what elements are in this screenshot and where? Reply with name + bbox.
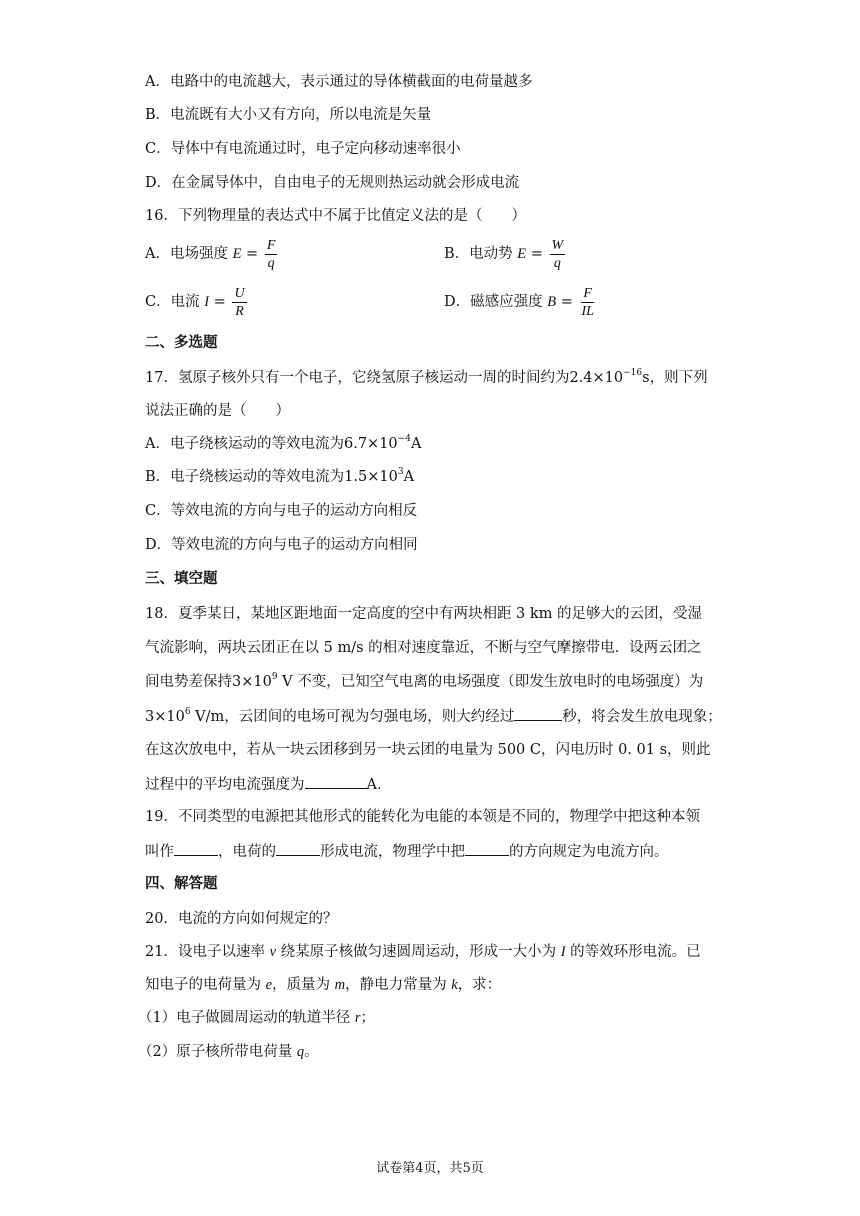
- q19-line2: [145, 841, 669, 862]
- fraction-denominator: q: [267, 255, 275, 271]
- q18-line4-text: V/m，云团间的电场可视为匀强电场，则大约经过: [190, 709, 515, 725]
- q18-line1: 18．夏季某日，某地区距地面一定高度的空中有两块相距 3 km 的足够大的云团，受湿: [145, 606, 703, 622]
- q18-voltage-exponent: 9: [271, 672, 278, 682]
- q18-field-mantissa: 3×10: [145, 709, 185, 725]
- q21-part2-tail: 。: [304, 1044, 319, 1060]
- q21-text-d: 知电子的电荷量为: [145, 977, 261, 993]
- q21-part1-tail: ；: [360, 1010, 375, 1026]
- q18-answer-blank-1[interactable]: [514, 706, 562, 721]
- q16-option-a: A．电场强度 E = $\frac{F}{q}$: [145, 237, 276, 271]
- fraction-denominator: R: [235, 303, 244, 319]
- q21-symbol-v: v: [269, 944, 276, 960]
- q16-option-c-lhs: I: [204, 294, 210, 310]
- q17-option-c: C．等效电流的方向与电子的运动方向相反: [145, 503, 418, 519]
- q16-option-c-fraction: [232, 285, 246, 320]
- q16-option-d-label: D．磁感应强度: [444, 294, 543, 310]
- q16-option-a-label: A．电场强度: [145, 246, 228, 262]
- q17-time-mantissa: 2.4×10: [569, 370, 624, 386]
- q16-option-b-label: B．电动势: [444, 246, 513, 262]
- fraction-numerator: W: [551, 237, 564, 253]
- q18-field-exponent: 6: [184, 707, 191, 717]
- q17-stem-tail: ，则下列: [649, 370, 708, 386]
- q17-option-a-unit: A: [410, 436, 422, 452]
- q21-symbol-q: q: [296, 1044, 305, 1060]
- q21-part1-text: （1）电子做圆周运动的轨道半径: [138, 1010, 351, 1026]
- q18-line3-text: 间电势差保持: [145, 674, 232, 690]
- q17-stem-text: 17．氢原子核外只有一个电子，它绕氢原子核运动一周的时间约为: [145, 370, 570, 386]
- q17-option-b-unit: A: [403, 469, 415, 485]
- q19-text-c: 形成电流，物理学中把: [320, 844, 465, 860]
- fraction-numerator: U: [234, 285, 245, 301]
- q18-line2: 气流影响，两块云团正在以 5 m/s 的相对速度靠近，不断与空气摩擦带电．设两云团之: [145, 640, 702, 656]
- q17-option-d: D．等效电流的方向与电子的运动方向相同: [145, 537, 418, 553]
- page-footer: 试卷第4页，共5页: [376, 1161, 484, 1176]
- q21-symbol-r: r: [354, 1010, 361, 1026]
- q21-symbol-i: I: [560, 944, 566, 960]
- q17-time-unit: s: [642, 370, 650, 386]
- q18-line6: [145, 774, 391, 795]
- q18-line4: [145, 706, 722, 727]
- q15-option-c: C．导体中有电流通过时，电子定向移动速率很小: [145, 141, 461, 157]
- q17-time-exponent: −16: [623, 368, 643, 378]
- q21-text-a: 21．设电子以速率: [145, 944, 265, 960]
- q16-stem: 16．下列物理量的表达式中不属于比值定义法的是（ ）: [145, 208, 526, 224]
- q16-option-b: B．电动势 E = $\frac{W}{q}$: [444, 237, 564, 271]
- q16-option-b-lhs: E: [517, 246, 527, 262]
- q18-answer-blank-2[interactable]: [305, 774, 367, 789]
- q16-option-d-lhs: B: [547, 294, 557, 310]
- section-heading-multiple-choice: 二、多选题: [145, 334, 218, 351]
- q21-text-g: ，求：: [457, 977, 502, 993]
- q17-option-a-exponent: −4: [397, 434, 411, 444]
- q19-text-d: 的方向规定为电流方向。: [509, 844, 669, 860]
- q18-line3-tail: V 不变，已知空气电离的电场强度（即发生放电时的电场强度）为: [277, 674, 704, 690]
- q19-answer-blank-2[interactable]: [276, 841, 320, 856]
- q20-stem: 20．电流的方向如何规定的？: [145, 911, 338, 927]
- q21-text-c: 的等效环形电流。已: [570, 944, 701, 960]
- q15-option-b: B．电流既有大小又有方向，所以电流是矢量: [145, 107, 432, 123]
- q16-option-c-label: C．电流: [145, 294, 200, 310]
- section-heading-free-response: 四、解答题: [145, 875, 218, 892]
- q21-text-e: ，质量为: [272, 977, 331, 993]
- q16-option-c: C．电流 I = $\frac{U}{R}$: [145, 285, 245, 319]
- fraction-numerator: F: [583, 285, 592, 301]
- q19-text-a: 叫作: [145, 844, 174, 860]
- q21-part1: [138, 1008, 375, 1028]
- q17-option-a-text: A．电子绕核运动的等效电流为: [145, 436, 344, 452]
- q19-answer-blank-3[interactable]: [465, 841, 509, 856]
- q17-option-b: [145, 467, 414, 487]
- q16-option-a-fraction: [265, 237, 278, 272]
- q16-option-a-lhs: E: [232, 246, 242, 262]
- q17-stem-line2: 说法正确的是（ ）: [145, 403, 290, 419]
- q16-option-b-fraction: [550, 237, 566, 272]
- q16-option-d-fraction: [579, 285, 595, 320]
- q17-option-b-exponent: 3: [397, 467, 404, 477]
- q17-option-a: [145, 434, 421, 454]
- q21-part2: [138, 1042, 319, 1062]
- fraction-denominator: q: [553, 255, 561, 271]
- q15-option-d: D．在金属导体中，自由电子的无规则热运动就会形成电流: [145, 175, 520, 191]
- q19-text-b: ，电荷的: [218, 844, 276, 860]
- q21-text-b: 绕某原子核做匀速圆周运动，形成一大小为: [280, 944, 557, 960]
- section-heading-fill-in: 三、填空题: [145, 570, 218, 587]
- fraction-denominator: IL: [581, 303, 594, 319]
- q21-symbol-e: e: [265, 977, 273, 993]
- q17-option-b-mantissa: 1.5×10: [344, 469, 398, 485]
- q21-symbol-k: k: [451, 977, 458, 993]
- q17-option-a-mantissa: 6.7×10: [343, 436, 398, 452]
- q17-option-b-text: B．电子绕核运动的等效电流为: [145, 469, 345, 485]
- q19-line1: 19．不同类型的电源把其他形式的能转化为电能的本领是不同的，物理学中把这种本领: [145, 809, 700, 825]
- q15-option-a: A．电路中的电流越大，表示通过的导体横截面的电荷量越多: [145, 74, 533, 90]
- q21-line1: [145, 942, 701, 962]
- q17-time-value: [569, 370, 649, 386]
- q21-text-f: ，静电力常量为: [345, 977, 447, 993]
- q18-line6-tail: A．: [366, 777, 392, 793]
- q18-line3: [145, 672, 703, 692]
- q18-voltage-mantissa: 3×10: [232, 674, 272, 690]
- q19-answer-blank-1[interactable]: [174, 841, 218, 856]
- q16-option-d: D．磁感应强度 B = $\frac{F}{IL}$: [444, 285, 594, 319]
- q21-line2: [145, 975, 501, 995]
- q18-line5: 在这次放电中，若从一块云团移到另一块云团的电量为 500 C，闪电历时 0. 01 s，则此: [145, 742, 711, 758]
- q18-line6-text: 过程中的平均电流强度为: [145, 777, 305, 793]
- fraction-numerator: F: [266, 237, 276, 253]
- q18-line4-tail: 秒，将会发生放电现象；: [562, 709, 722, 725]
- q21-symbol-m: m: [334, 977, 346, 993]
- q21-part2-text: （2）原子核所带电荷量: [138, 1044, 293, 1060]
- q17-stem-line1: [145, 368, 708, 388]
